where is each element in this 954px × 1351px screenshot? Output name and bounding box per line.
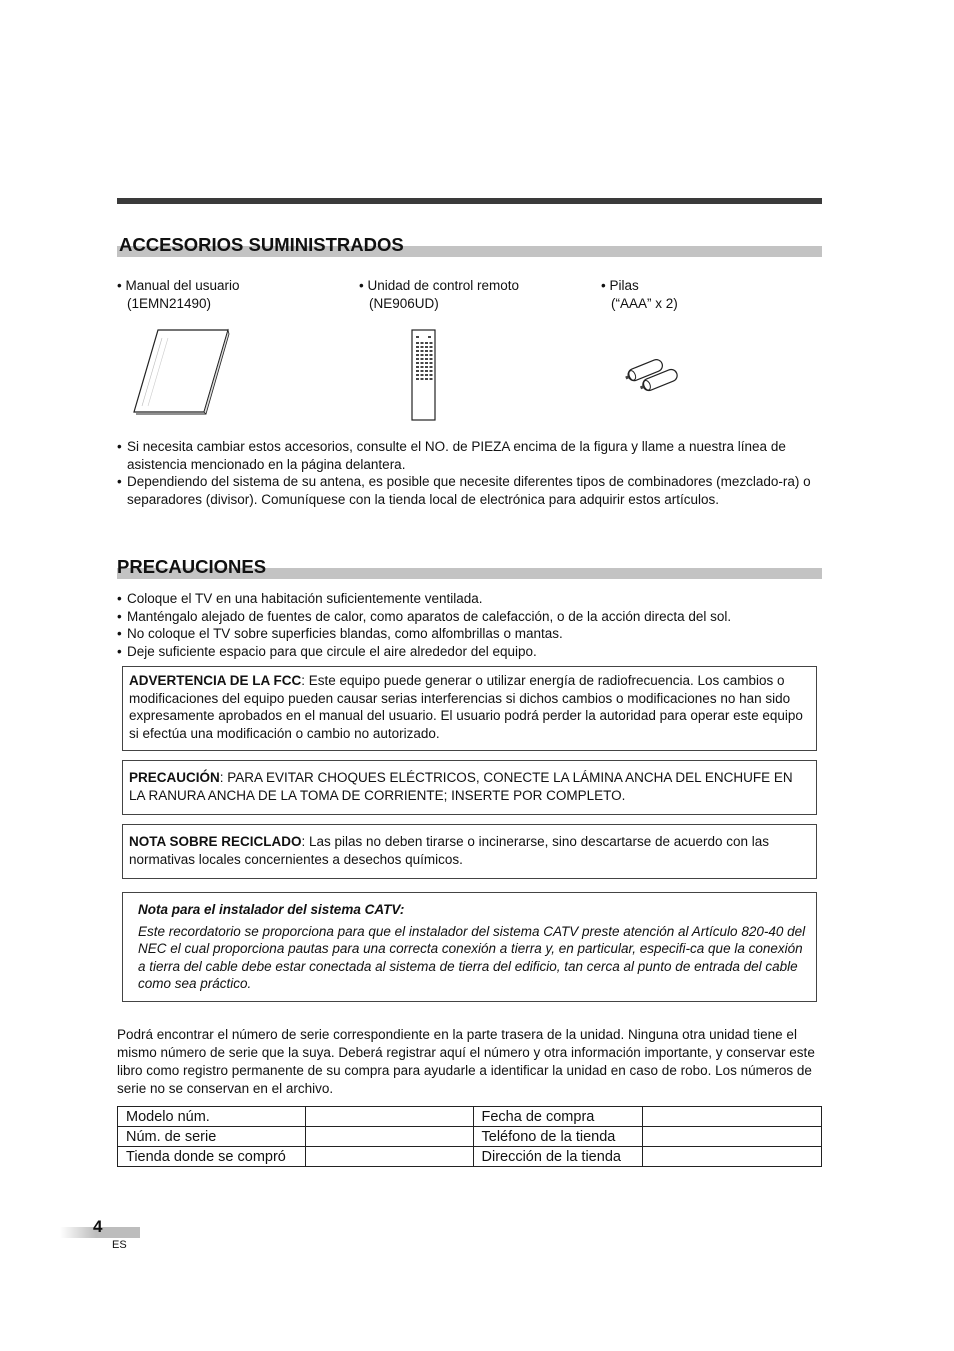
list-item: • Manténgalo alejado de fuentes de calor, como aparatos de calefacción, o de la acción directa del sol. [117, 608, 822, 626]
precautions-title: PRECAUCIONES [117, 556, 267, 577]
list-item: • Si necesita cambiar estos accesorios, consulte el NO. de PIEZA encima de la figura y llame a nuestra línea de asistencia mencionado en la página delantera. [117, 438, 822, 473]
table-row [118, 1147, 822, 1167]
precautions-list [117, 590, 822, 660]
catv-note-title: Nota para el instalador del sistema CATV: [138, 902, 405, 917]
table-cell-label: Fecha de compra [473, 1107, 643, 1127]
catv-note-box [122, 892, 817, 1002]
fcc-warning-box [122, 666, 817, 751]
accessories-title: ACCESORIOS SUMINISTRADOS [119, 234, 404, 255]
caution-text: : PARA EVITAR CHOQUES ELÉCTRICOS, CONECTE LA LÁMINA ANCHA DEL ENCHUFE EN LA RANURA ANCHA DE LA TOMA DE CORRIENTE; INSERTE POR COMPLETO. [129, 770, 793, 803]
table-cell-label: Núm. de serie [118, 1127, 306, 1147]
table-cell-label: Tienda donde se compró [118, 1147, 306, 1167]
fcc-warning-label: ADVERTENCIA DE LA FCC [129, 673, 302, 688]
manual-icon [132, 326, 236, 418]
recycling-note-label: NOTA SOBRE RECICLADO [129, 834, 302, 849]
page-number: 4 [93, 1217, 103, 1236]
table-cell-blank[interactable] [643, 1107, 822, 1127]
serial-info-paragraph: Podrá encontrar el número de serie correspondiente en la parte trasera de la unidad. Ninguna otra unidad tiene el mismo número de serie que la suya. Deberá registrar aquí el número y otra información importante, y conservar este libro como registro permanente de su compra para ayudarle a identificar la unidad en caso de robo. Los números de serie no se conservan en el archivo. [117, 1027, 815, 1096]
table-row [118, 1107, 822, 1127]
accessory-label: • Manual del usuario [117, 278, 240, 293]
catv-note-text: Este recordatorio se proporciona para que el instalador del sistema CATV preste atención al Artículo 820-40 del NEC el cual proporciona pautas para una correcta conexión a tierra y, en particular, especifi-ca que la conexión a tierra del cable debe estar conectada al sistema de tierra del edificio, tan cerca al punto de entrada del cable como sea práctico. [138, 923, 806, 991]
table-cell-label: Modelo núm. [118, 1107, 306, 1127]
accessory-item-remote [359, 277, 519, 313]
table-cell-blank[interactable] [305, 1147, 473, 1167]
accessory-item-batteries [601, 277, 678, 313]
table-cell-blank[interactable] [305, 1127, 473, 1147]
caution-label: PRECAUCIÓN [129, 770, 220, 785]
fcc-warning-text: : Este equipo puede generar o utilizar energía de radiofrecuencia. Los cambios o modificaciones del equipo pueden causar serias interferencias si dichos cambios o modificaciones no han sido expresamente aprobados en el manual del usuario. El usuario podrá perder la autoridad para operar este equipo si efectúa una modificación o cambio no autorizado. [129, 673, 803, 741]
accessory-part-number: (1EMN21490) [127, 296, 212, 311]
accessories-notes [117, 438, 822, 508]
caution-box [122, 760, 817, 815]
accessory-label: • Pilas [601, 278, 639, 293]
serial-record-table [117, 1106, 822, 1167]
remote-control-icon [410, 328, 438, 422]
list-item: • Deje suficiente espacio para que circule el aire alrededor del equipo. [117, 643, 822, 661]
list-item: • No coloque el TV sobre superficies blandas, como alfombrillas o mantas. [117, 625, 822, 643]
table-cell-blank[interactable] [643, 1147, 822, 1167]
table-cell-blank[interactable] [643, 1127, 822, 1147]
recycling-note-text: : Las pilas no deben tirarse o incinerarse, sino descartarse de acuerdo con las normativas locales concernientes a desechos químicos. [129, 834, 770, 867]
table-cell-label: Dirección de la tienda [473, 1147, 643, 1167]
recycling-note-box [122, 824, 817, 879]
list-item: • Dependiendo del sistema de su antena, es posible que necesite diferentes tipos de combinadores (mezclado-ra) o separadores (divisor). Comuníquese con la tienda local de electrónica para adquirir estos artículos. [117, 473, 822, 508]
accessory-label: • Unidad de control remoto [359, 278, 520, 293]
accessory-part-number: (NE906UD) [369, 296, 439, 311]
accessory-item-manual [117, 277, 240, 313]
table-cell-blank[interactable] [305, 1107, 473, 1127]
accessory-part-number: (“AAA” x 2) [611, 296, 678, 311]
page-language: ES [112, 1239, 127, 1251]
list-item: • Coloque el TV en una habitación suficientemente ventilada. [117, 590, 822, 608]
batteries-icon [620, 354, 686, 396]
table-row [118, 1127, 822, 1147]
top-divider [117, 198, 822, 204]
table-cell-label: Teléfono de la tienda [473, 1127, 643, 1147]
